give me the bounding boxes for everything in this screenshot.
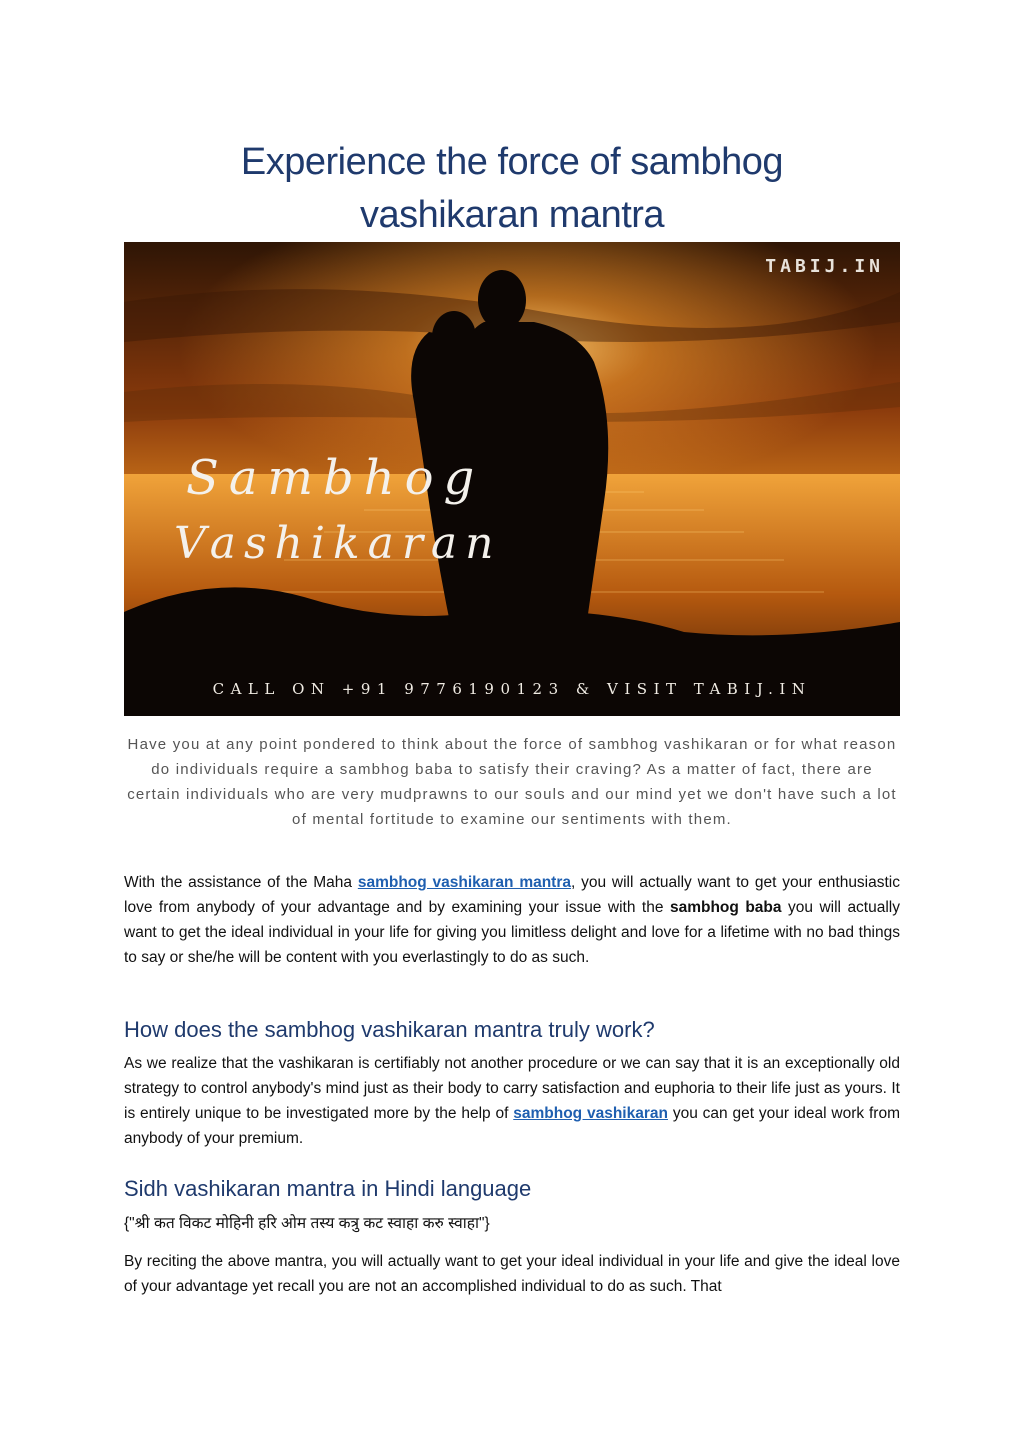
hero-script-line-1: Sambhog bbox=[186, 450, 485, 506]
sambhog-vashikaran-mantra-link[interactable]: sambhog vashikaran mantra bbox=[357, 874, 572, 891]
title-line-2: vashikaran mantra bbox=[359, 194, 665, 236]
heading-hindi-mantra: Sidh vashikaran mantra in Hindi language bbox=[124, 1176, 532, 1201]
heading-how-it-works: How does the sambhog vashikaran mantra truly work? bbox=[124, 1017, 655, 1042]
hero-script-line-2: Vashikaran bbox=[174, 518, 502, 569]
paragraph-1-text-1: With the assistance of the Maha bbox=[124, 874, 358, 891]
paragraph-2-text-2: you can get your ideal work from anybody of your premium. bbox=[124, 1105, 900, 1147]
hero-footer: CALL ON +91 9776190123 & VISIT TABIJ.IN bbox=[212, 680, 812, 698]
sambhog-vashikaran-link[interactable]: sambhog vashikaran bbox=[513, 1105, 668, 1122]
title-line-1: Experience the force of sambhog bbox=[240, 141, 784, 183]
paragraph-1-text-2: , you will actually want to get your enthusiastic love from anybody of your advantage and by examining your issue with the bbox=[124, 874, 900, 916]
paragraph-3: By reciting the above mantra, you will actually want to get your ideal individual in your life and give the ideal love of your advantage yet recall you are not an accomplished individual to do as such. That bbox=[124, 1253, 900, 1295]
intro-paragraph: Have you at any point pondered to think about the force of sambhog vashikaran or for what reason do individuals require a sambhog baba to satisfy their craving? As a matter of fact, there are certain individuals who are very mudprawns to our souls and our mind yet we don't have such a lot of mental fortitude to examine our sentiments with them. bbox=[127, 736, 897, 828]
paragraph-2-text-1: As we realize that the vashikaran is certifiably not another procedure or we can say that it is an exceptionally old strategy to control anybody's mind just as their body to carry satisfaction and euphoria to their life just as yours. It is entirely unique to be investigated more by the help of bbox=[124, 1055, 900, 1122]
hero-image bbox=[124, 242, 900, 716]
paragraph-1 bbox=[124, 870, 900, 970]
sambhog-baba-bold: sambhog baba bbox=[669, 899, 782, 916]
hero-watermark: TABIJ.IN bbox=[765, 256, 884, 277]
paragraph-1-text-3: you will actually want to get the ideal individual in your life for giving you limitless delight and love for a lifetime with no bad things to say or she/he will be content with you everlastingly to do as such. bbox=[124, 899, 900, 966]
hindi-mantra: {"श्री कत विकट मोहिनी हरि ओम तस्य कत्रु कट स्वाहा करु स्वाहा"} bbox=[124, 1215, 490, 1232]
page-title bbox=[124, 136, 900, 242]
paragraph-2 bbox=[124, 1051, 900, 1151]
